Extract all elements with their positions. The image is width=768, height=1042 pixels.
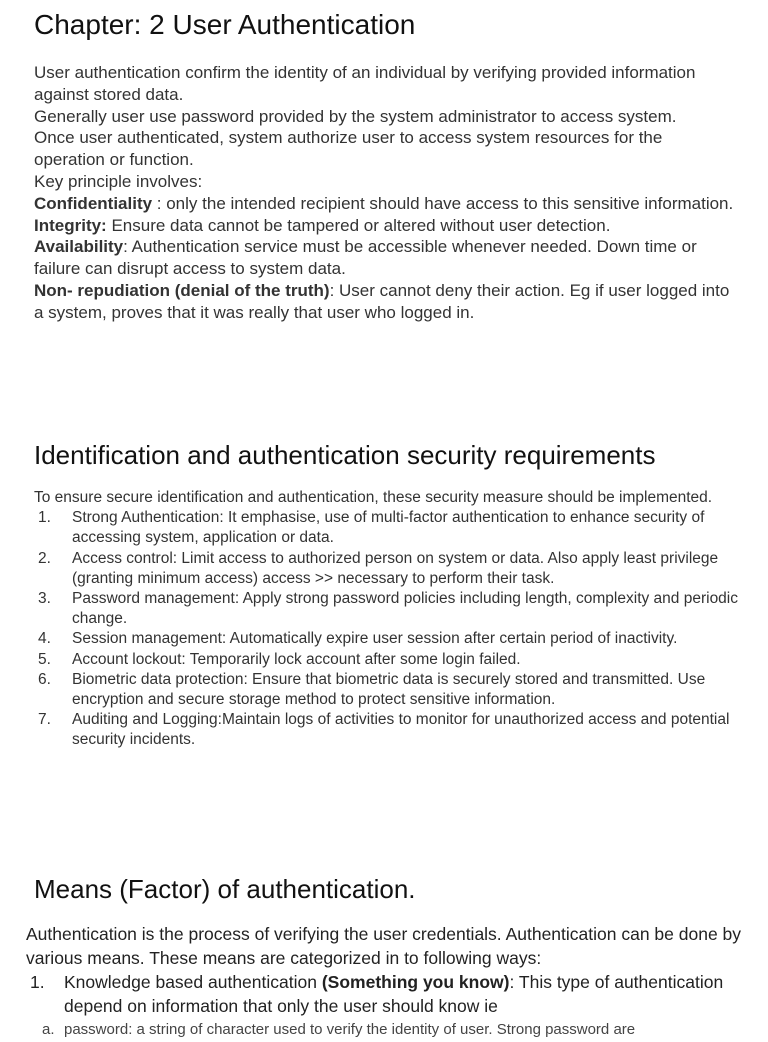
list-text: Strong Authentication: It emphasise, use of multi-factor authentication to enhance security of accessing system, application or data. [72,509,705,547]
list-text: Biometric data protection: Ensure that biometric data is securely stored and transmitted. Use encryption and secure storage method to protect sensitive information. [72,670,706,709]
list-number: 5. [38,650,51,668]
list-text-bold: (Something you know) [321,972,510,992]
principle-availability [34,236,734,280]
user-authentication-body [34,62,734,324]
paragraph-password: Generally user use password provided by the system administrator to access system. [34,106,677,126]
requirements-list [34,508,740,750]
list-text: Access control: Limit access to authorized person on system or data. Also apply least privilege (granting minimum access) access >> necessary to perform their task. [72,549,719,587]
chapter-title: Chapter: 2 User Authentication [34,9,416,40]
list-number: 6. [38,670,51,688]
list-item [34,589,740,629]
list-text: Knowledge based authentication [64,972,322,992]
list-number: 3. [38,590,51,608]
principle-text: Ensure data cannot be tampered or altered without user detection. [106,215,611,235]
principle-integrity [34,215,734,237]
list-text: Auditing and Logging:Maintain logs of activities to monitor for unauthorized access and potential security incidents. [72,711,730,749]
list-number: 1. [38,509,51,527]
list-number: 4. [38,630,51,648]
means-of-authentication-body [26,922,742,1042]
list-item [34,549,740,589]
sub-list-marker: a. [42,1021,55,1038]
principle-text: : Authentication service must be accessible whenever needed. Down time or failure can disrupt access to system data. [34,237,697,279]
principle-non-repudiation [34,280,734,324]
list-text: Session management: Automatically expire user session after certain period of inactivity. [72,630,678,648]
list-text: Account lockout: Temporarily lock account after some login failed. [72,650,521,668]
list-item [34,670,740,710]
security-requirements-body [34,488,740,751]
requirements-intro: To ensure secure identification and authentication, these security measure should be implemented. [34,489,713,506]
principle-text: : only the intended recipient should have access to this sensitive information. [152,193,734,213]
sub-list-item [26,1018,742,1042]
means-of-authentication-heading: Means (Factor) of authentication. [34,874,416,904]
list-text: Password management: Apply strong password policies including length, complexity and periodic change. [72,590,739,628]
principle-term: Integrity: [34,215,107,235]
principle-term: Availability [34,237,124,257]
list-text: : This type of authentication depend on information that only the user should know ie [64,972,724,1016]
paragraph-authorization: Once user authenticated, system authorize user to access system resources for the operation or function. [34,128,663,170]
list-item [34,508,740,548]
sub-list-text: password: a string of character used to verify the identity of user. Strong password are [64,1021,636,1038]
paragraph-definition: User authentication confirm the identity of an individual by verifying provided information against stored data. [34,63,696,104]
security-requirements-heading: Identification and authentication security requirements [34,440,656,470]
means-intro: Authentication is the process of verifying the user credentials. Authentication can be done by various means. These means are categorized in to following ways: [26,924,742,968]
principle-term: Confidentiality [34,193,153,213]
list-item [34,710,740,750]
principle-text: : User cannot deny their action. Eg if user logged into a system, proves that it was really that user who logged in. [34,280,730,322]
list-item [34,650,740,670]
principle-term: Non- repudiation (denial of the truth) [34,280,330,300]
principle-confidentiality [34,193,734,215]
list-item [26,970,742,1018]
list-number: 1. [30,972,45,992]
paragraph-key-principles: Key principle involves: [34,171,203,191]
list-number: 7. [38,711,51,729]
list-item [34,629,740,649]
list-number: 2. [38,549,51,567]
